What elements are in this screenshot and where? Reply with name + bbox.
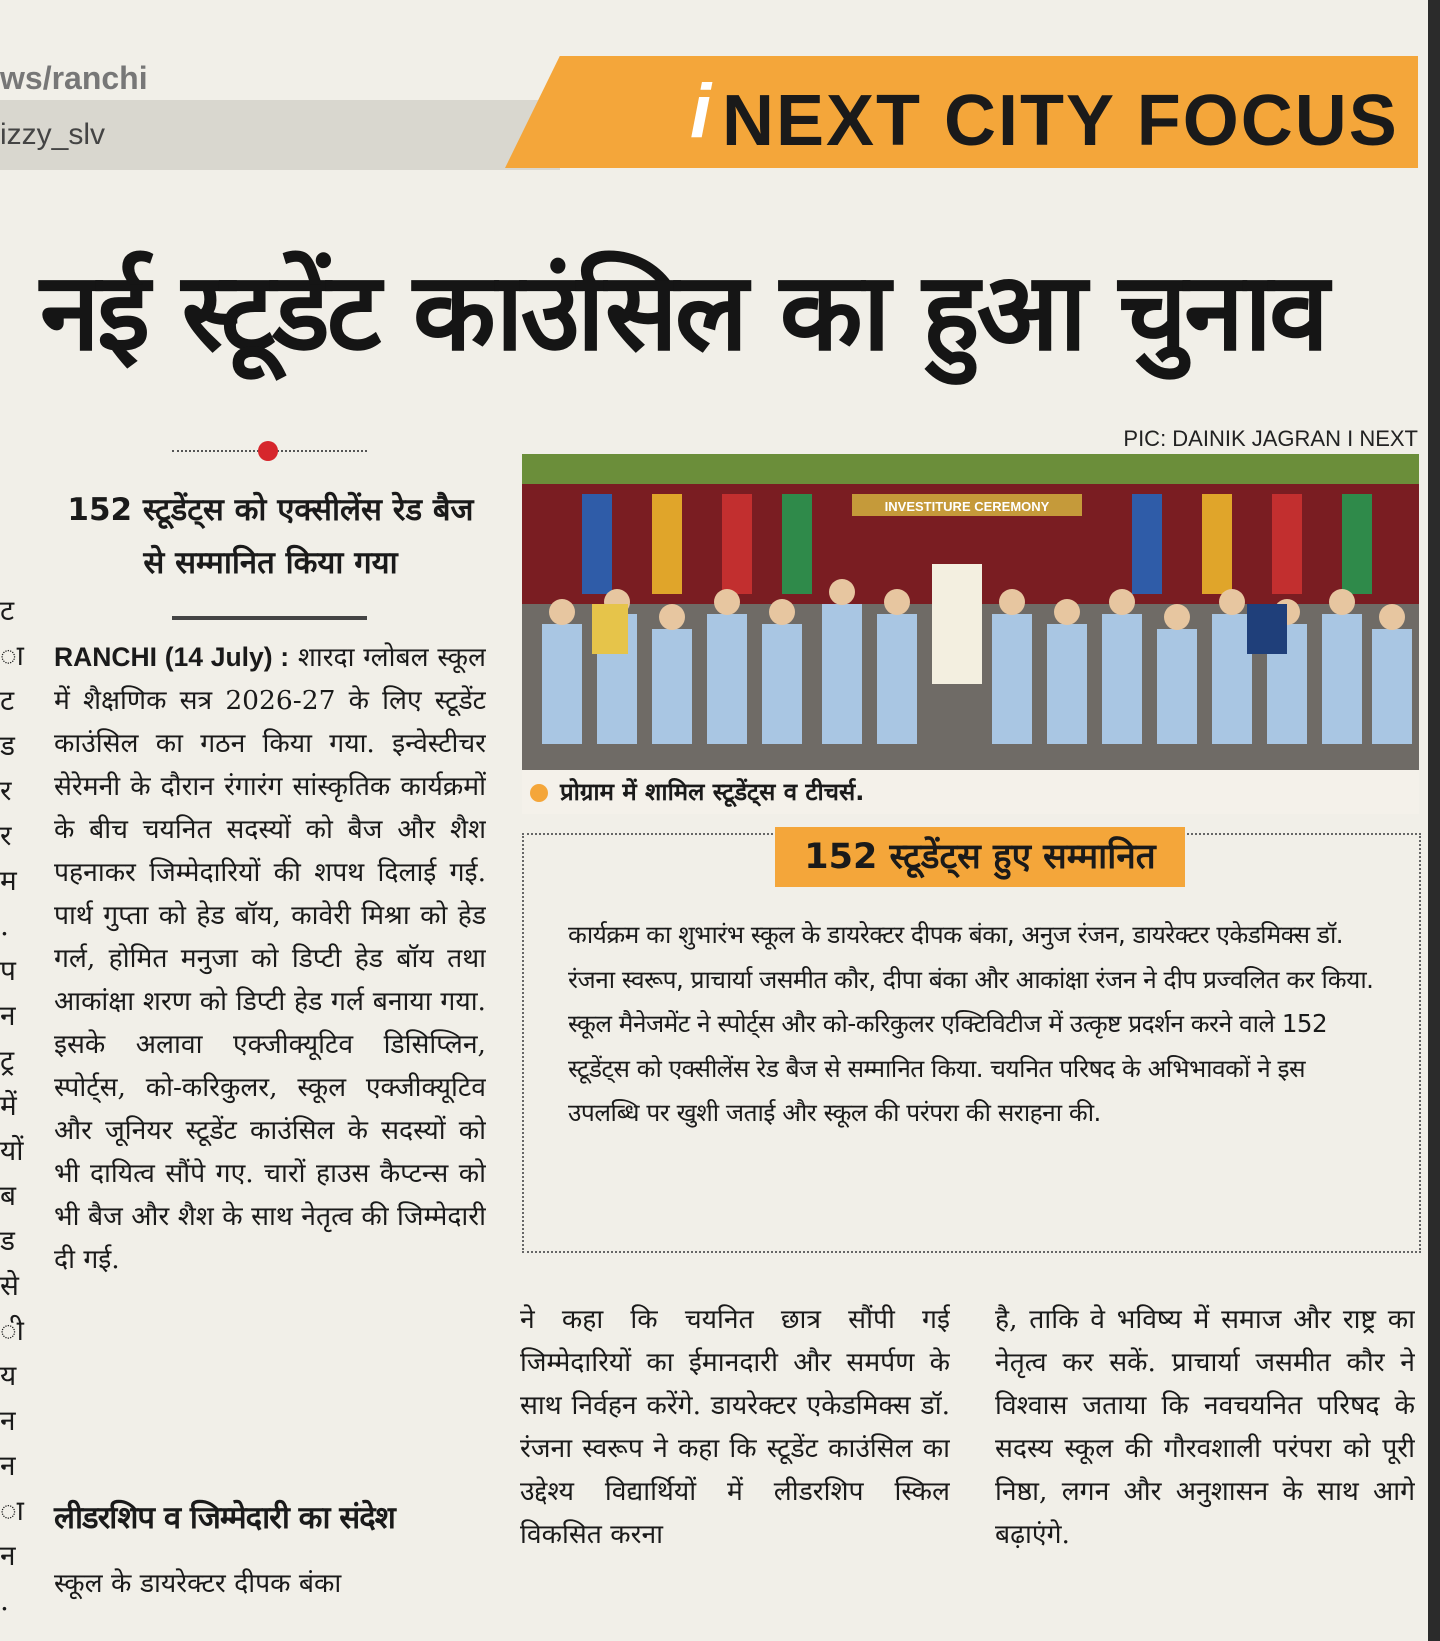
left-edge-fragment: यों xyxy=(0,1134,24,1167)
section-heading: लीडरशिप व जिम्मेदारी का संदेश xyxy=(54,1500,395,1536)
left-edge-fragment: ट्र xyxy=(0,1044,15,1077)
sidebar-box-heading: 152 स्टूडेंट्स हुए सम्मानित xyxy=(775,827,1185,887)
red-dot-icon xyxy=(258,441,278,461)
left-edge-fragment: ड xyxy=(0,1224,15,1257)
event-photo-illustration xyxy=(522,454,1419,814)
divider-rule xyxy=(172,616,367,620)
left-edge-fragment: प xyxy=(0,954,16,987)
left-edge-fragment: ा xyxy=(0,1494,24,1527)
left-edge-fragment: ट xyxy=(0,684,15,717)
body-column-1 xyxy=(54,636,486,1484)
photo-credit: PIC: DAINIK JAGRAN I NEXT xyxy=(1123,426,1418,451)
left-edge-fragment: र xyxy=(0,819,12,852)
left-edge-fragment: ड xyxy=(0,729,15,762)
body-column-2: ने कहा कि चयनित छात्र सौंपी गई जिम्मेदारियों का ईमानदारी और समर्पण के साथ निर्वहन करेंगे. डायरेक्टर एकेडमिक्स डॉ. रंजना स्वरूप ने कहा कि स्टूडेंट काउंसिल का उद्देश्य विद्यार्थियों में लीडरशिप स्किल विकसित करना xyxy=(520,1304,950,1550)
page-edge-bar xyxy=(1428,0,1440,1641)
body-column-1-continued: स्कूल के डायरेक्टर दीपक बंका xyxy=(54,1568,342,1599)
left-edge-fragment: म xyxy=(0,864,17,897)
subheadline: 152 स्टूडेंट्स को एक्सीलेंस रेड बैज से सम्मानित किया गया xyxy=(67,492,474,581)
left-edge-fragment: ट xyxy=(0,594,15,627)
left-edge-fragment: ा xyxy=(0,639,24,672)
left-edge-fragment: ब xyxy=(0,1179,16,1212)
section-title: NEXT CITY FOCUS xyxy=(722,81,1399,161)
photo-caption-text: प्रोग्राम में शामिल स्टूडेंट्स व टीचर्स. xyxy=(560,778,865,806)
left-edge-fragment: ी xyxy=(0,1314,24,1347)
left-edge-fragment: न xyxy=(0,999,16,1032)
headline: नई स्टूडेंट काउंसिल का हुआ चुनाव xyxy=(40,250,1327,375)
left-edge-fragment: . xyxy=(0,909,9,942)
body-column-3: है, ताकि वे भविष्य में समाज और राष्ट्र का नेतृत्व कर सकें. प्राचार्या जसमीत कौर ने विश्वास जताया कि नवचयनित परिषद के सदस्य स्कूल की गौरवशाली परंपरा को पूरी निष्ठा, लगन और अनुशासन के साथ आगे बढ़ाएंगे. xyxy=(995,1304,1415,1550)
sidebar-box-text: कार्यक्रम का शुभारंभ स्कूल के डायरेक्टर दीपक बंका, अनुज रंजन, डायरेक्टर एकेडमिक्स डॉ. रंजना स्वरूप, प्राचार्या जसमीत कौर, दीपा बंका और आकांक्षा रंजन ने दीप प्रज्वलित कर किया. स्कूल मैनेजमेंट ने स्पोर्ट्स और को-करिकुलर एक्टिविटीज में उत्कृष्ट प्रदर्शन करने वाले 152 स्टूडेंट्स को एक्सीलेंस रेड बैज से सम्मानित किया. चयनित परिषद के अभिभावकों ने इस उपलब्धि पर खुशी जताई और स्कूल की परंपरा की सराहना की. xyxy=(568,920,1374,1127)
left-edge-fragment: न xyxy=(0,1539,16,1572)
handle-fragment: izzy_slv xyxy=(0,118,106,151)
dateline: RANCHI (14 July) : xyxy=(54,642,290,672)
left-edge-fragment: र xyxy=(0,774,12,807)
left-edge-fragment: न xyxy=(0,1404,16,1437)
brand-logo: i xyxy=(690,69,712,154)
url-fragment: ws/ranchi xyxy=(0,60,148,96)
body-text-1: शारदा ग्लोबल स्कूल में शैक्षणिक सत्र 2026-27 के लिए स्टूडेंट काउंसिल का गठन किया गया. इन्वेस्टीचर सेरेमनी के दौरान रंगारंग सांस्कृतिक कार्यक्रमों के बीच चयनित सदस्यों को बैज और शैश पहनाकर जिम्मेदारियों की शपथ दिलाई गई. पार्थ गुप्ता को हेड बॉय, कावेरी मिश्रा को हेड गर्ल, होमित मनुजा को डिप्टी हेड बॉय तथा आकांक्षा शरण को डिप्टी हेड गर्ल बनाया गया. इसके अलावा एक्जीक्यूटिव डिसिप्लिन, स्पोर्ट्स, को-करिकुलर, स्कूल एक्जीक्यूटिव और जूनियर स्टूडेंट काउंसिल के सदस्यों को भी दायित्व सौंपे गए. चारों हाउस कैप्टन्स को भी बैज और शैश के साथ नेतृत्व की जिम्मेदारी दी गई. xyxy=(54,642,486,1275)
bullet-dot-icon xyxy=(530,784,548,802)
left-edge-fragment: य xyxy=(0,1359,17,1392)
left-edge-fragment: से xyxy=(0,1269,19,1302)
event-photo xyxy=(522,454,1419,814)
left-edge-fragment: . xyxy=(0,1584,9,1617)
left-edge-fragment: में xyxy=(0,1089,17,1122)
left-edge-fragment: न xyxy=(0,1449,16,1482)
photo-banner-text: INVESTITURE CEREMONY xyxy=(884,499,1050,514)
left-column-fragments xyxy=(0,588,30,1623)
photo-caption xyxy=(522,770,1419,814)
